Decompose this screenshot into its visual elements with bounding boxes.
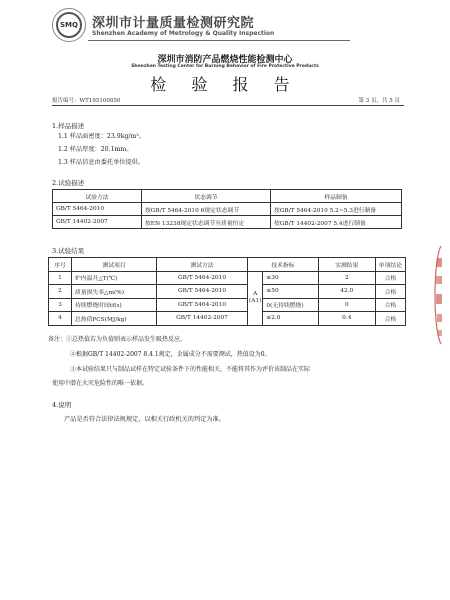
table-header-row <box>53 190 402 203</box>
table-cell: 2 <box>49 285 72 299</box>
table-row <box>49 298 406 312</box>
table-cell: 持续燃烧时间tf(s) <box>72 298 157 312</box>
table-header-row <box>49 258 406 272</box>
section4-heading: 4.说明 <box>52 401 72 409</box>
institute-name-en: Shenzhen Academy of Metrology & Quality Inspection <box>92 30 275 37</box>
class-label: A (A1) <box>248 271 263 325</box>
report-number-value: WT195100850 <box>79 98 121 104</box>
table-cell: 42.0 <box>318 285 375 299</box>
table-cell: GB/T 14402-2007 <box>53 216 142 229</box>
table-cell: 1 <box>49 271 72 285</box>
table-cell: 合格 <box>375 271 405 285</box>
note-3-cont: 使用中潜在火灾危险性的唯一依据。 <box>52 380 149 387</box>
table-cell: 合格 <box>375 285 405 299</box>
section1-heading: 1.样品描述 <box>52 122 85 130</box>
table-cell: 0.4 <box>318 312 375 326</box>
center-name-en: Shenzhen Testing Center for Burning Behavior of Fire Protective Products <box>131 64 319 69</box>
col-header-method: 测试方法 <box>157 258 248 272</box>
table-cell: 4 <box>49 312 72 326</box>
note-1: 备注：①总热值若为负值则表示样品发生吸热反应。 <box>48 336 187 343</box>
col-header-item: 测试项目 <box>72 258 157 272</box>
section3-heading: 3.试验结果 <box>52 247 85 255</box>
col-header-conditioning: 状态调节 <box>142 190 271 203</box>
page-info: 第 3 页，共 5 页 <box>358 98 400 104</box>
header-divider <box>88 40 350 41</box>
table-row <box>49 285 406 299</box>
test-description-table <box>52 189 402 229</box>
col-header-preparation: 样品制备 <box>271 190 402 203</box>
table-cell: 2 <box>318 271 375 285</box>
table-row <box>49 312 406 326</box>
table-cell: 按EN 13238规定状态调节至质量恒定 <box>142 216 271 229</box>
report-number <box>52 96 120 104</box>
table-cell: 合格 <box>375 298 405 312</box>
table-cell: 炉内温升△T(℃) <box>72 271 157 285</box>
table-cell: GB/T 5464-2010 <box>53 203 142 216</box>
table-cell: ≤2.0 <box>263 312 318 326</box>
table-cell: ≤30 <box>263 271 318 285</box>
table-cell: 合格 <box>375 312 405 326</box>
table-cell: 总热值PCS(MJ/kg) <box>72 312 157 326</box>
table-row <box>49 271 406 285</box>
col-header-result: 实测结果 <box>318 258 375 272</box>
col-header-no: 序号 <box>49 258 72 272</box>
table-cell: GB/T 5464-2010 <box>157 271 248 285</box>
institute-logo: SMQ <box>56 12 82 38</box>
table-cell: 质量损失率△m(%) <box>72 285 157 299</box>
table-cell: ≤50 <box>263 285 318 299</box>
section4-text: 产品是否符合法律法规规定，以相关行政机关的判定为准。 <box>64 416 225 423</box>
center-name-cn: 深圳市消防产品燃烧性能检测中心 <box>157 55 293 65</box>
note-2: ②根据GB/T 14402-2007 8.4.1规定，金属成分不需要测试，热值设为0。 <box>70 351 271 358</box>
table-cell: 按GB/T 5464-2010 6规定状态调节 <box>142 203 271 216</box>
sample-info: 1.3 样品信息由委托单位提供。 <box>58 159 145 166</box>
table-cell: GB/T 14402-2007 <box>157 312 248 326</box>
table-cell: 按GB/T 14402-2007 5.4进行制备 <box>271 216 402 229</box>
meta-divider <box>52 105 404 106</box>
note-3: ③本试验结果只与制品试样在特定试验条件下的性能相关，不能将其作为评价该制品在实际 <box>70 366 311 373</box>
table-row <box>53 203 402 216</box>
col-header-conclusion: 单项结论 <box>375 258 405 272</box>
red-seal-edge <box>427 240 445 350</box>
table-cell: 按GB/T 5464-2010 5.2~5.3进行制备 <box>271 203 402 216</box>
test-results-table <box>48 257 406 326</box>
col-header-requirement: 技术指标 <box>248 258 319 272</box>
table-cell: GB/T 5464-2010 <box>157 285 248 299</box>
table-row <box>53 216 402 229</box>
report-title: 检 验 报 告 <box>150 75 300 94</box>
institute-name-cn: 深圳市计量质量检测研究院 <box>92 16 255 31</box>
table-cell: 3 <box>49 298 72 312</box>
sample-thickness: 1.2 样品厚度：20.1mm。 <box>58 146 133 153</box>
sample-density: 1.1 样品面密度：23.9kg/m²。 <box>58 133 146 140</box>
report-number-label: 报告编号： <box>52 98 80 104</box>
section2-heading: 2.试验描述 <box>52 179 85 187</box>
table-cell: 0 <box>318 298 375 312</box>
col-header-method: 试验方法 <box>53 190 142 203</box>
table-cell: GB/T 5464-2010 <box>157 298 248 312</box>
table-cell: 0(无持续燃烧) <box>263 298 318 312</box>
